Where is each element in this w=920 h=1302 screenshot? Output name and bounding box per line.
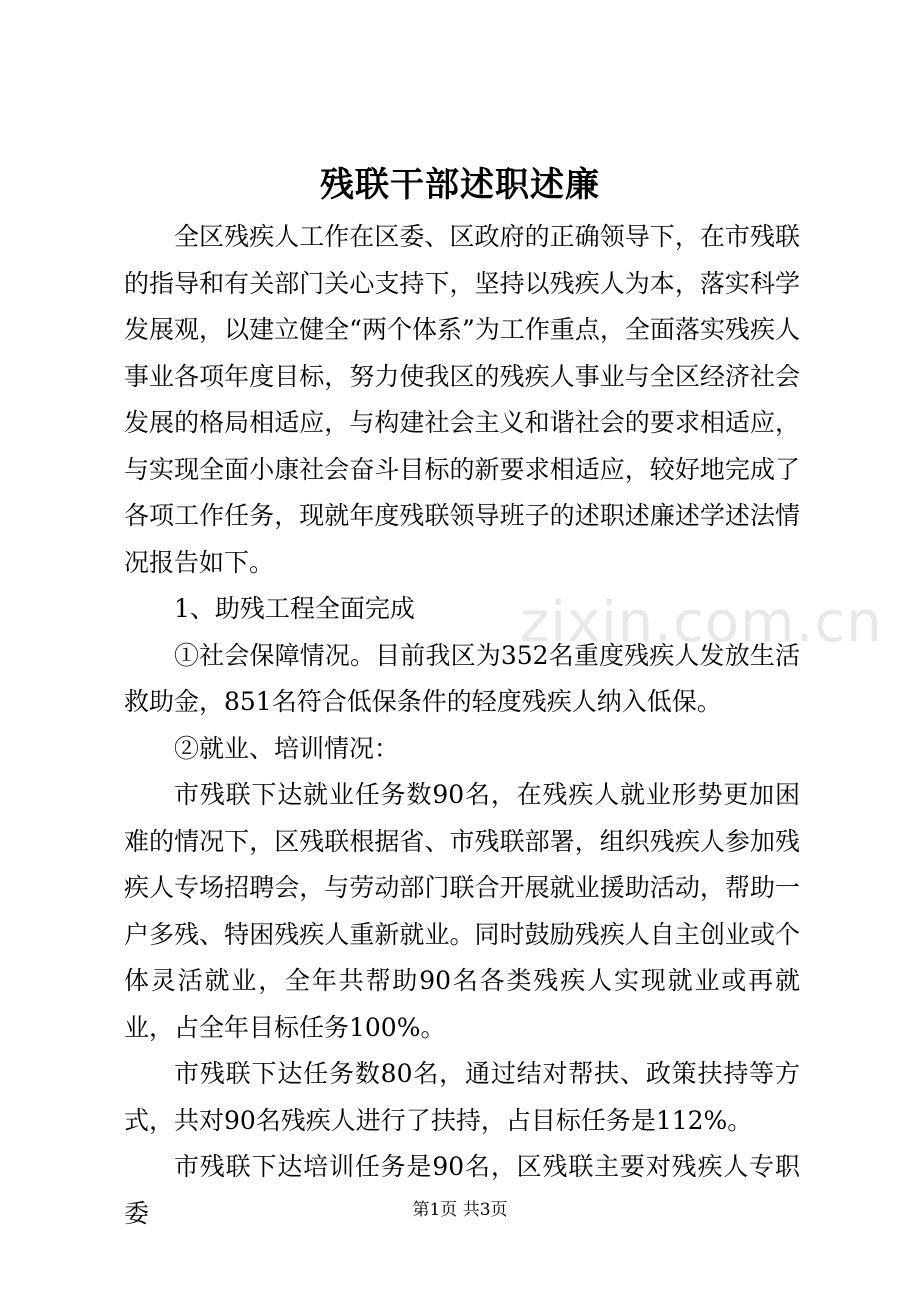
document-title: 残联干部述职述廉 xyxy=(320,165,600,205)
paragraph: 市残联下达任务数80名，通过结对帮扶、政策扶持等方式，共对90名残疾人进行了扶持，占目标任务是112%。 xyxy=(124,1059,800,1135)
subsection-heading: ②就业、培训情况： xyxy=(174,733,400,763)
document-body xyxy=(124,214,800,1237)
paragraph: 市残联下达培训任务是90名，区残联主要对残疾人专职委 xyxy=(124,1152,800,1228)
paragraph: ①社会保障情况。目前我区为352名重度残疾人发放生活救助金，851名符合低保条件的轻度残疾人纳入低保。 xyxy=(124,640,800,716)
paragraph: 市残联下达就业任务数90名，在残疾人就业形势更加困难的情况下，区残联根据省、市残联部署，组织残疾人参加残疾人专场招聘会，与劳动部门联合开展就业援助活动，帮助一户多残、特困残疾人重新就业。同时鼓励残疾人自主创业或个体灵活就业，全年共帮助90名各类残疾人实现就业或再就业，占全年目标任务100%。 xyxy=(124,780,800,1042)
watermark: zixin.com.cn xyxy=(520,590,883,655)
page-footer: 第1页 共3页 xyxy=(412,1200,508,1220)
section-heading: 1、助残工程全面完成 xyxy=(174,594,415,623)
paragraph: 全区残疾人工作在区委、区政府的正确领导下，在市残联的指导和有关部门关心支持下，坚持以残疾人为本，落实科学发展观，以建立健全“两个体系”为工作重点，全面落实残疾人事业各项年度目标，努力使我区的残疾人事业与全区经济社会发展的格局相适应，与构建社会主义和谐社会的要求相适应，与实现全面小康社会奋斗目标的新要求相适应，较好地完成了各项工作任务，现就年度残联领导班子的述职述廉述学述法情况报告如下。 xyxy=(124,222,800,577)
